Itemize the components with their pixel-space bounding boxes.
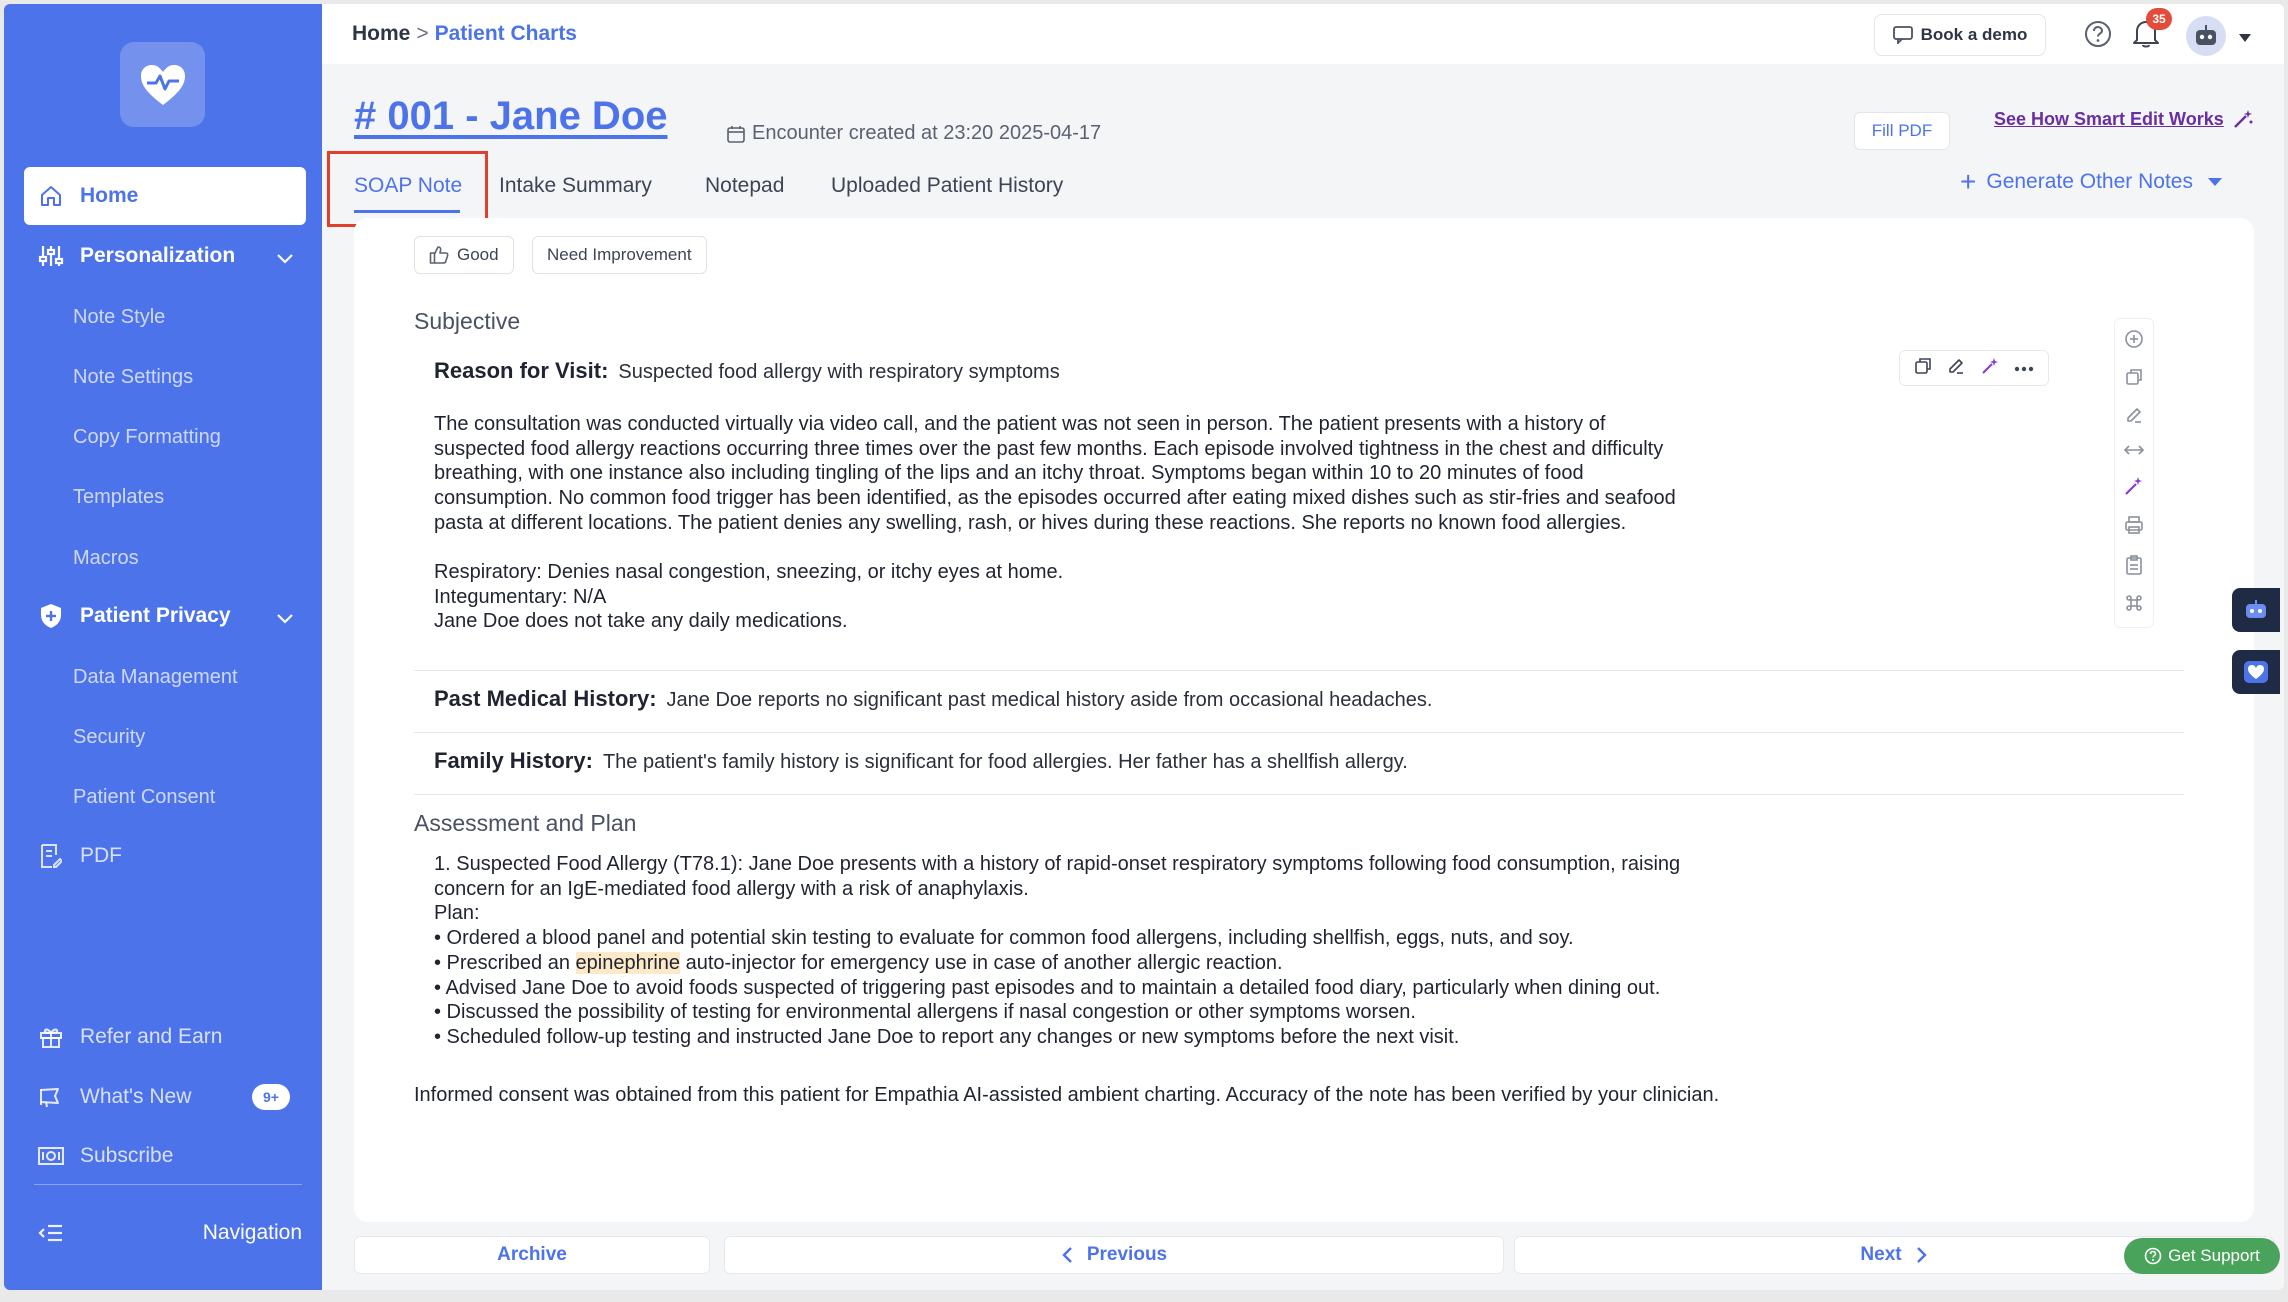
ap-line: 1. Suspected Food Allergy (T78.1): Jane Doe presents with a history of rapid-onset respiratory symptoms following food consumption, raising	[434, 853, 1681, 875]
previous-label: Previous	[1086, 1244, 1168, 1265]
ros-line: Integumentary: N/A	[434, 585, 607, 608]
gift-icon	[34, 1025, 68, 1049]
good-label: Good	[457, 245, 499, 264]
command-key-icon[interactable]	[2125, 594, 2143, 617]
generate-other-notes-button[interactable]	[1960, 166, 2223, 197]
thumbs-up-icon	[429, 245, 449, 265]
consent-statement: Informed consent was obtained from this patient for Empathia AI-assisted ambient charting. Accuracy of the note has been verified by your clinician.	[414, 1084, 1720, 1106]
avatar[interactable]	[2186, 16, 2226, 56]
heart-pulse-icon	[139, 63, 187, 107]
ap-text: auto-injector for emergency use in case of another allergic reaction.	[680, 951, 1283, 974]
breadcrumb-home[interactable]: Home	[352, 22, 411, 45]
sidebar-item-copy-formatting[interactable]: Copy Formatting	[73, 426, 221, 448]
highlighted-term[interactable]: epinephrine	[575, 951, 681, 974]
ros-line: Respiratory: Denies nasal congestion, sneezing, or itchy eyes at home.	[434, 561, 1064, 583]
field-toolbar	[1899, 350, 2049, 386]
sidebar-item-note-settings[interactable]: Note Settings	[73, 366, 194, 388]
heart-icon	[2243, 660, 2269, 684]
page-title: # 001 - Jane Doe	[354, 94, 668, 138]
caret-down-icon	[2207, 177, 2223, 187]
book-demo-label: Book a demo	[1920, 25, 2028, 44]
section-divider	[414, 732, 2184, 733]
hpi-line: consumption. No common food trigger has been identified, as the episodes occurred after eating mixed dishes such as stir-fries and seafood	[434, 487, 1676, 510]
quick-note-button[interactable]	[2232, 650, 2280, 694]
cash-icon	[34, 1145, 68, 1167]
robot-icon	[2243, 598, 2269, 622]
robot-icon	[2193, 24, 2219, 48]
chat-screen-icon	[1893, 26, 1913, 44]
sidebar-item-label: Subscribe	[80, 1144, 174, 1167]
megaphone-icon	[34, 1085, 68, 1109]
soap-note-card	[354, 218, 2254, 1222]
printer-icon[interactable]	[2124, 515, 2144, 540]
sidebar-item-macros[interactable]: Macros	[73, 547, 139, 569]
chevron-left-icon	[1061, 1246, 1073, 1264]
shield-plus-icon	[34, 603, 68, 629]
ap-line	[434, 951, 1854, 976]
sidebar-item-home[interactable]	[24, 167, 306, 225]
sidebar-item-label: Navigation	[202, 1221, 302, 1244]
magic-wand-icon	[2232, 108, 2254, 130]
previous-button[interactable]	[724, 1236, 1504, 1274]
section-divider	[414, 670, 2184, 671]
clipboard-icon[interactable]	[2125, 555, 2143, 580]
past-medical-history-field[interactable]	[434, 686, 1432, 712]
app-window	[4, 4, 2284, 1290]
sidebar-item-templates[interactable]: Templates	[73, 486, 165, 508]
sidebar-item-label: PDF	[80, 844, 122, 867]
next-label: Next	[1860, 1244, 1902, 1265]
copy-icon[interactable]	[2125, 368, 2143, 391]
tab-notepad[interactable]: Notepad	[705, 174, 785, 197]
sidebar-item-refer-and-earn[interactable]	[24, 1008, 306, 1066]
assessment-plan-heading: Assessment and Plan	[414, 810, 637, 836]
hpi-line: pasta at different locations. The patient denies any swelling, rash, or hives during these reactions. She reports no known food allergies.	[434, 511, 1627, 534]
whats-new-badge: 9+	[252, 1084, 290, 1110]
ap-line: concern for an IgE-mediated food allergy with a risk of anaphylaxis.	[434, 877, 1029, 900]
hpi-line: breathing, with one instance also including tingling of the lips and an itchy throat. Symptoms began within 10 to 20 minutes of food	[434, 462, 1584, 485]
collapse-menu-icon	[34, 1223, 68, 1243]
expand-horizontal-icon[interactable]	[2123, 443, 2145, 461]
sidebar-navigation-toggle[interactable]	[24, 1204, 306, 1262]
assistant-bot-button[interactable]	[2232, 588, 2280, 632]
sidebar-item-personalization[interactable]	[24, 227, 306, 285]
encounter-text: Encounter created at 23:20 2025-04-17	[752, 122, 1102, 144]
sidebar-divider	[34, 1184, 302, 1185]
get-support-button[interactable]	[2124, 1238, 2280, 1274]
sidebar-item-pdf[interactable]	[24, 827, 306, 885]
chevron-down-icon	[276, 607, 294, 631]
more-options-icon[interactable]	[2014, 359, 2034, 377]
sidebar-item-patient-consent[interactable]: Patient Consent	[73, 786, 216, 808]
sidebar	[4, 4, 322, 1290]
notification-count-badge: 35	[2146, 8, 2172, 30]
fill-pdf-button[interactable]: Fill PDF	[1854, 112, 1950, 150]
ap-line: • Discussed the possibility of testing for environmental allergens if nasal congestion or other symptoms worsen.	[434, 1001, 1416, 1024]
need-improvement-button[interactable]: Need Improvement	[532, 236, 707, 274]
section-divider	[414, 794, 2184, 795]
sliders-icon	[34, 244, 68, 268]
tab-uploaded-patient-history[interactable]: Uploaded Patient History	[831, 174, 1064, 197]
archive-button[interactable]: Archive	[354, 1236, 710, 1274]
ap-line: • Scheduled follow-up testing and instructed Jane Doe to report any changes or new symptoms before the next visit.	[434, 1025, 1460, 1048]
encounter-info	[726, 122, 1101, 145]
app-logo[interactable]	[120, 42, 205, 127]
home-icon	[34, 184, 68, 208]
fh-value: The patient's family history is significant for food allergies. Her father has a shellfish allergy.	[602, 751, 1408, 773]
generate-notes-label: Generate Other Notes	[1986, 170, 2193, 193]
chevron-right-icon	[1916, 1246, 1928, 1264]
sidebar-item-data-management[interactable]: Data Management	[73, 666, 238, 688]
document-edit-icon	[34, 843, 68, 869]
breadcrumb-current[interactable]: Patient Charts	[434, 22, 577, 45]
sidebar-item-label: Personalization	[80, 244, 236, 267]
sidebar-item-label: Refer and Earn	[80, 1025, 223, 1048]
breadcrumb-separator: >	[416, 22, 429, 45]
help-icon[interactable]	[2084, 20, 2112, 53]
fh-label: Family History:	[434, 748, 593, 773]
pmh-value: Jane Doe reports no significant past medical history aside from occasional headaches.	[666, 689, 1433, 711]
ap-line: • Advised Jane Doe to avoid foods suspected of triggering past episodes and to maintain a detailed food diary, particularly when dining out.	[434, 976, 1661, 999]
reason-label: Reason for Visit:	[434, 358, 609, 383]
good-feedback-button[interactable]	[414, 236, 514, 274]
ros-paragraph[interactable]	[434, 560, 1854, 634]
magic-wand-icon[interactable]	[2124, 476, 2144, 501]
caret-down-icon[interactable]	[2238, 30, 2252, 48]
top-bar	[322, 4, 2284, 64]
pmh-label: Past Medical History:	[434, 686, 657, 711]
family-history-field[interactable]	[434, 748, 1408, 774]
sidebar-item-label: Home	[80, 184, 139, 207]
ros-line: Jane Doe does not take any daily medications.	[434, 610, 848, 633]
smart-edit-label: See How Smart Edit Works	[1994, 108, 2224, 129]
sidebar-item-subscribe[interactable]	[24, 1127, 306, 1185]
side-toolbar	[2114, 318, 2154, 628]
edit-pencil-icon[interactable]	[2125, 406, 2143, 429]
ap-text: • Prescribed an	[434, 951, 576, 974]
book-demo-button[interactable]	[1874, 14, 2046, 56]
get-support-label: Get Support	[2168, 1246, 2260, 1265]
ap-line: • Ordered a blood panel and potential skin testing to evaluate for common food allergens, including shellfish, eggs, nuts, and soy.	[434, 927, 1574, 950]
tab-highlight-box	[327, 151, 488, 227]
reason-value: Suspected food allergy with respiratory symptoms	[618, 361, 1060, 383]
hpi-line: The consultation was conducted virtually via video call, and the patient was not seen in person. The patient presents with a history of	[434, 413, 1606, 435]
sidebar-item-note-style[interactable]: Note Style	[73, 306, 166, 328]
sidebar-item-patient-privacy[interactable]	[24, 587, 306, 645]
ap-line: Plan:	[434, 902, 480, 925]
smart-edit-link[interactable]	[1994, 108, 2254, 130]
reason-for-visit-field[interactable]	[434, 358, 1060, 384]
magic-wand-icon[interactable]	[1981, 357, 1999, 380]
sidebar-item-security[interactable]: Security	[73, 726, 146, 748]
sidebar-item-label: Patient Privacy	[80, 604, 231, 627]
calendar-icon	[726, 124, 746, 144]
hpi-paragraph[interactable]	[434, 412, 1854, 536]
tab-soap-note[interactable]: SOAP Note	[354, 174, 463, 197]
subjective-heading: Subjective	[414, 308, 521, 334]
copy-icon[interactable]	[1914, 357, 1932, 380]
add-circle-icon[interactable]	[2124, 329, 2144, 354]
edit-pencil-icon[interactable]	[1947, 357, 1965, 380]
tab-intake-summary[interactable]: Intake Summary	[499, 174, 652, 197]
plus-icon: +	[1960, 166, 1977, 197]
assessment-plan-paragraph[interactable]	[434, 852, 1854, 1050]
breadcrumb	[352, 22, 577, 46]
chevron-down-icon	[276, 247, 294, 271]
help-circle-icon	[2144, 1247, 2162, 1265]
sidebar-item-label: What's New	[80, 1085, 192, 1108]
hpi-line: suspected food allergy reactions occurring three times over the past few months. Each episode involved tightness in the chest and difficulty	[434, 437, 1664, 460]
